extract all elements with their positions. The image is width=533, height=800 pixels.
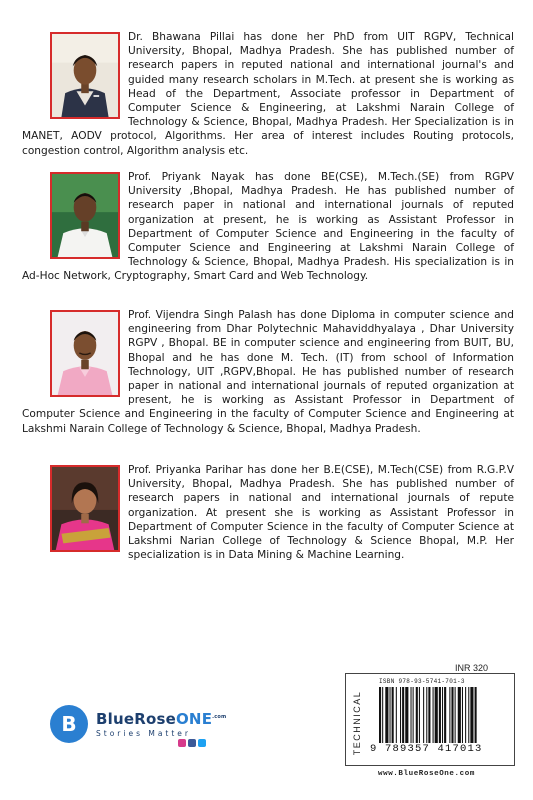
facebook-icon: [188, 739, 196, 747]
publisher-website: www.BlueRoseOne.com: [378, 770, 475, 778]
barcode-bar: [449, 687, 450, 743]
barcode-bar: [411, 687, 412, 743]
barcode-bar: [468, 687, 469, 743]
twitter-icon: [198, 739, 206, 747]
barcode-bar: [470, 687, 473, 743]
publisher-logo: [50, 705, 226, 743]
brand-suffix: .com: [212, 714, 227, 720]
brand-main: BlueRose: [96, 710, 176, 728]
barcode-bar: [400, 687, 401, 743]
author-bio-2-text: Prof. Priyank Nayak has done BE(CSE), M.Tech.(SE) from RGPV University ,Bhopal, Madhya Pradesh. He has published number of research paper in national and international journals of reputed organization at present, he is working as Assistant Professor in Department of Computer Science and Engineering in the faculty of Computer Science and Engineering at Lakshmi Narain College of Technology & Science, Bhopal, Madhya Pradesh. His specialization is in Ad-Hoc Network, Cryptography, Smart Card and Web Technology.: [22, 171, 514, 283]
barcode-bar: [402, 687, 404, 743]
author-photo-3: [50, 310, 120, 397]
barcode-bar: [455, 687, 456, 743]
price-label: INR 320: [455, 663, 489, 673]
instagram-icon: [178, 739, 186, 747]
brand-one: ONE: [175, 710, 213, 728]
barcode-bar: [396, 687, 397, 743]
barcode-bar: [462, 687, 463, 743]
barcode-bar: [385, 687, 388, 743]
isbn-text: ISBN 978-93-5741-701-3: [379, 678, 465, 685]
author-bio-4-text: Prof. Priyanka Parihar has done her B.E(CSE), M.Tech(CSE) from R.G.P.V University, Bhopal, Madhya Pradesh. She has published number of research papers in national and international journals of repute organization. At present she is working as Assistant Professor in Department of Computer Science in the faculty of Computer Science at Lakshmi Narian College of Technology & Science Bhopal, M.P. Her specialization is in Data Mining & Machine Learning.: [128, 464, 514, 562]
barcode-image: [378, 687, 508, 743]
author-photo-2: [50, 172, 120, 259]
barcode-bar: [392, 687, 394, 743]
author-photo-4: [50, 465, 120, 552]
publisher-brand: [96, 710, 226, 728]
author-bio-1-text: Dr. Bhawana Pillai has done her PhD from UIT RGPV, Technical University, Bhopal, Madhya Pradesh. She has published number of research papers in reputed national and international journal's and guided many research scholars in M.Tech. at present she is working as Head of the Department, Associate professor in Department of Computer Science & Engineering, at Lakshmi Narain College of Technology & Science, Bhopal, Madhya Pradesh. Her Specialization is in MANET, AODV protocol, Algorithms. Her area of interest includes Routing protocols, congestion control, Algorithm analysis etc.: [22, 31, 514, 157]
author-bio-4: [22, 463, 514, 562]
barcode-bar: [475, 687, 477, 743]
author-bio-1: [22, 30, 514, 158]
author-bio-3: [22, 308, 514, 436]
barcode-bar: [423, 687, 424, 743]
barcode-bar: [379, 687, 381, 743]
author-bio-3-text: Prof. Vijendra Singh Palash has done Diploma in computer science and engineering from Dhar Polytechnic Mahaviddhyalaya , Dhar University RGPV , Bhopal. BE in computer science and engineering from BUIT, BU, Bhopal and he has done M. Tech. (IT) from school of Information Technology, UIT ,RGPV,Bhopal. He has published number of research paper in national and international journals of reputed organization at present, he is working as Assistant Professor in Department of Computer Science and Engineering in the faculty of Computer Science and Engineering at Lakshmi Narain College of Technology & Science, Bhopal, Madhya Pradesh.: [22, 309, 514, 435]
barcode-bar: [444, 687, 446, 743]
barcode-bar: [439, 687, 441, 743]
barcode-bar: [426, 687, 427, 743]
author-bio-2: [22, 170, 514, 284]
barcode-bar: [435, 687, 438, 743]
barcode-bar: [413, 687, 414, 743]
barcode-bar: [451, 687, 453, 743]
barcode-number: 9 789357 417013: [370, 743, 483, 755]
publisher-logo-mark: B: [50, 705, 88, 743]
category-label: TECHNICAL: [352, 690, 362, 756]
barcode-bar: [458, 687, 461, 743]
barcode-bar: [465, 687, 466, 743]
barcode-bar: [442, 687, 443, 743]
social-icons: [178, 739, 206, 747]
barcode-bar: [433, 687, 434, 743]
barcode-bar: [382, 687, 383, 743]
publisher-tagline: Stories Matter: [96, 729, 192, 738]
barcode-bar: [419, 687, 420, 743]
author-photo-1: [50, 32, 120, 119]
barcode-bar: [416, 687, 418, 743]
barcode-bar: [405, 687, 408, 743]
barcode-bar: [390, 687, 391, 743]
barcode-bar: [428, 687, 430, 743]
